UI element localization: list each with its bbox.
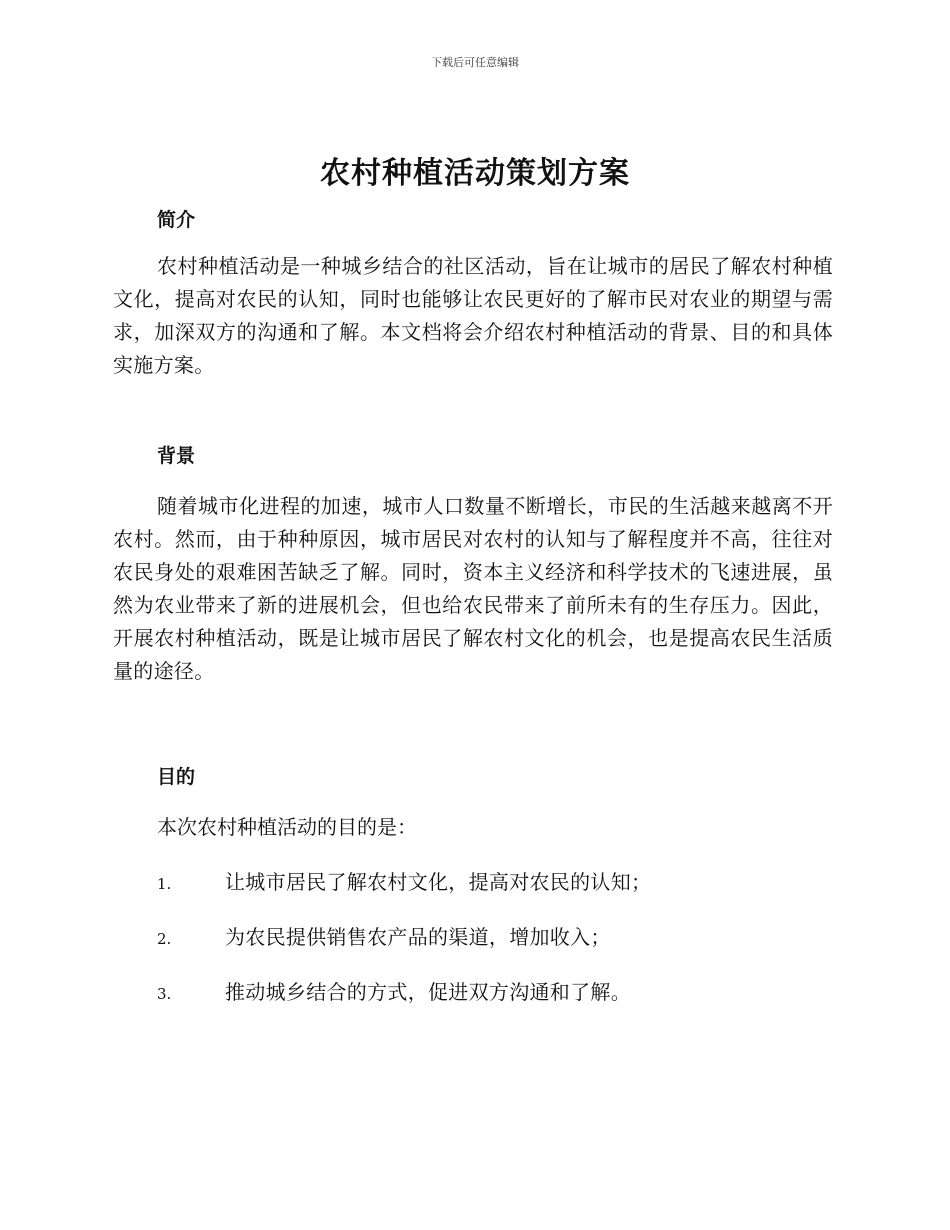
purpose-list	[113, 866, 833, 1031]
list-number: 1.	[157, 875, 172, 893]
list-item	[113, 866, 833, 921]
list-number: 3.	[157, 985, 172, 1003]
list-text: 推动城乡结合的方式，促进双方沟通和了解。	[225, 980, 631, 1004]
list-number: 2.	[157, 930, 172, 948]
section-purpose	[113, 757, 833, 1031]
document-title: 农村种植活动策划方案	[320, 156, 630, 191]
purpose-intro: 本次农村种植活动的目的是：	[157, 815, 417, 839]
paragraph: 农村种植活动是一种城乡结合的社区活动，旨在让城市的居民了解农村种植文化，提高对农民的认知，同时也能够让农民更好的了解市民对农业的期望与需求，加深双方的沟通和了解。本文档将会介绍农村种植活动的背景、目的和具体实施方案。	[113, 254, 833, 377]
list-item	[113, 921, 833, 976]
paragraph: 随着城市化进程的加速，城市人口数量不断增长，市民的生活越来越离不开农村。然而，由于种种原因，城市居民对农村的认知与了解程度并不高，往往对农民身处的艰难困苦缺乏了解。同时，资本主义经济和科学技术的飞速进展，虽然为农业带来了新的进展机会，但也给农民带来了前所未有的生存压力。因此，开展农村种植活动，既是让城市居民了解农村文化的机会，也是提高农民生活质量的途径。	[113, 494, 833, 683]
list-text: 让城市居民了解农村文化，提高对农民的认知；	[225, 870, 652, 894]
section-heading: 背景	[157, 445, 196, 467]
section-introduction	[113, 200, 833, 382]
section-heading: 目的	[157, 766, 196, 788]
list-item	[113, 976, 833, 1031]
section-background	[113, 436, 833, 688]
page-header-note: 下载后可任意编辑	[431, 56, 519, 69]
list-text: 为农民提供销售农产品的渠道，增加收入；	[225, 925, 611, 949]
section-heading: 简介	[157, 209, 196, 231]
